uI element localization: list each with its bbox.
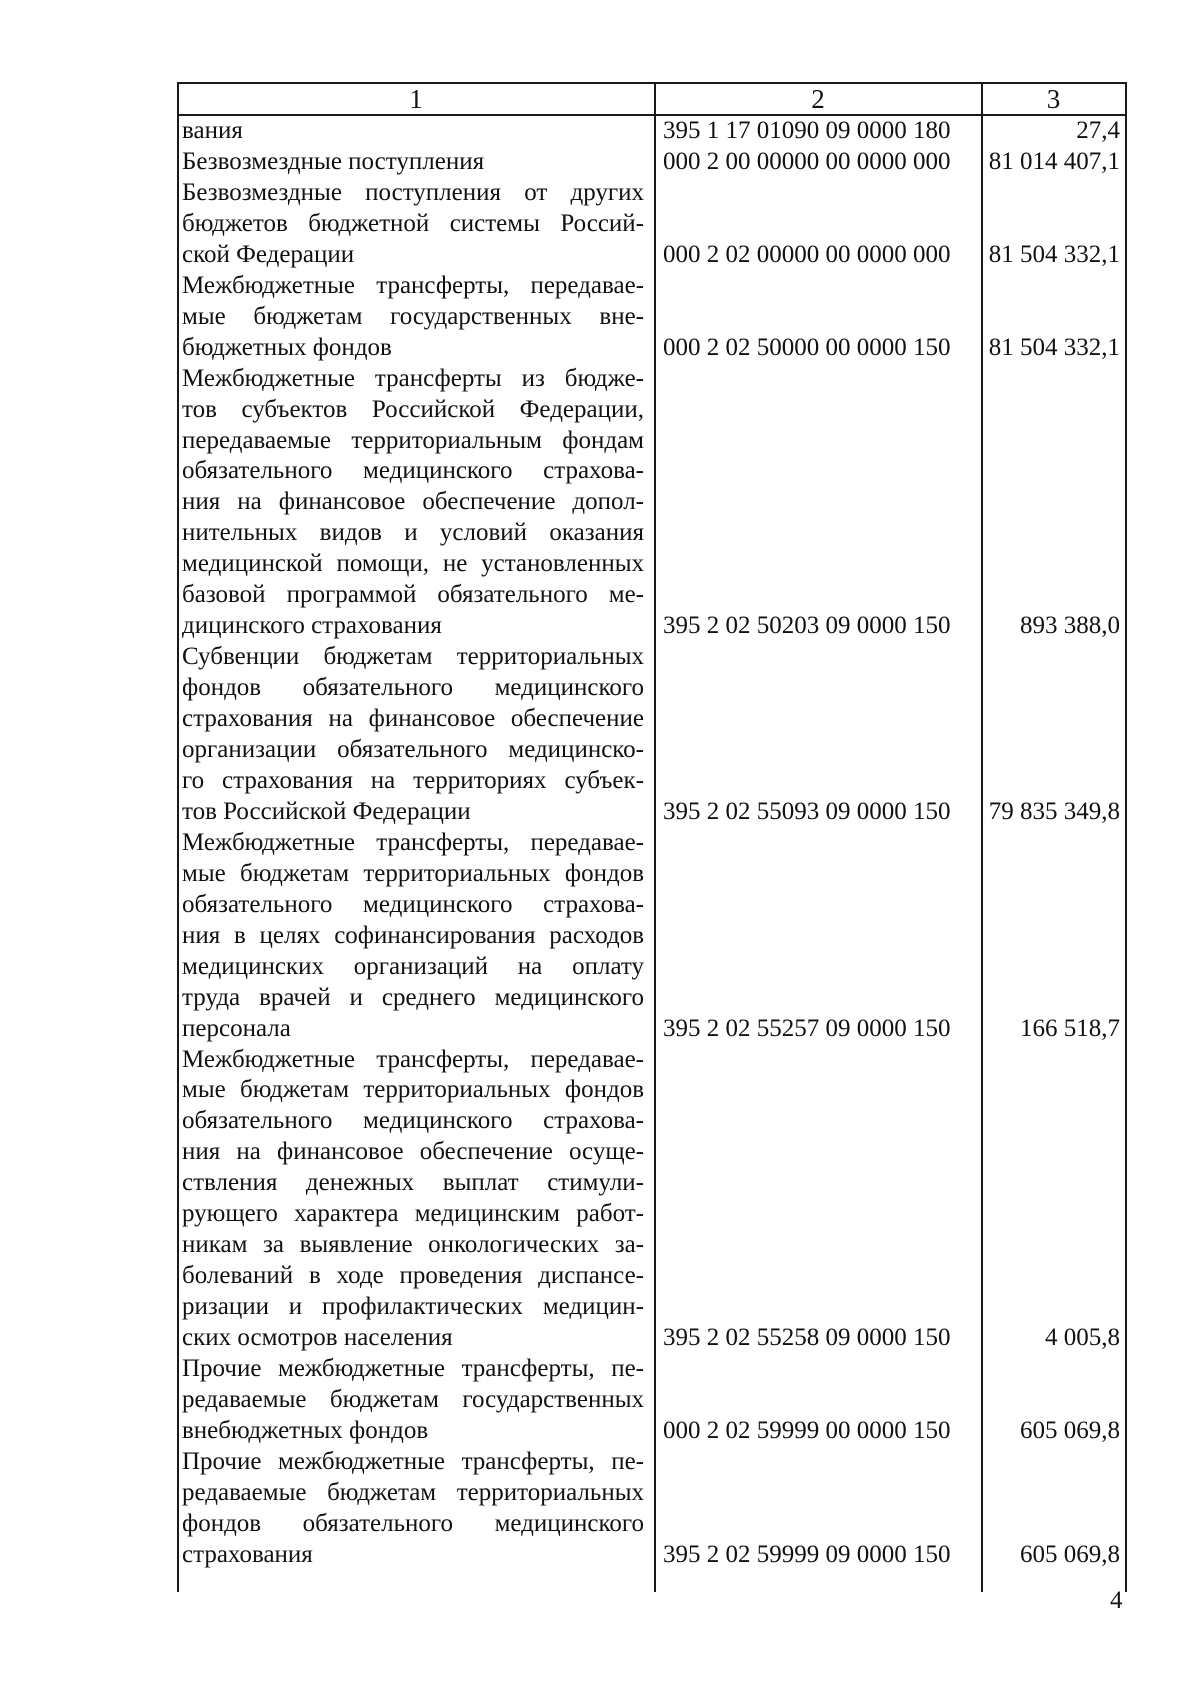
row-budget-code: 395 2 02 55258 09 0000 150 <box>663 1324 951 1352</box>
row-budget-code: 000 2 00 00000 00 0000 000 <box>663 147 951 175</box>
row-description-line: передаваемые территориальным фондам <box>182 426 644 454</box>
row-description-line: ния на финансовое обеспечение допол- <box>182 488 644 516</box>
row-description-line: ствления денежных выплат стимули- <box>182 1169 644 1197</box>
row-amount: 605 069,8 <box>1020 1416 1120 1444</box>
row-description-line: медицинской помощи, не установленных <box>182 550 644 578</box>
row-description-line: мые бюджетам территориальных фондов <box>182 1076 644 1104</box>
row-description-line: ской Федерации <box>182 240 355 268</box>
row-description-line: вания <box>182 117 243 144</box>
row-budget-code: 000 2 02 00000 00 0000 000 <box>663 240 951 268</box>
row-amount: 81 504 332,1 <box>988 240 1120 268</box>
row-description-line: фондов обязательного медицинского <box>182 1509 644 1537</box>
column-header-2: 2 <box>811 84 825 114</box>
row-description-line: ризации и профилактических медицин- <box>182 1293 644 1321</box>
row-description-line: ния на финансовое обеспечение осуще- <box>182 1138 644 1166</box>
row-amount: 893 388,0 <box>1020 612 1120 640</box>
row-description-line: Безвозмездные поступления <box>182 147 485 175</box>
row-budget-code: 000 2 02 59999 00 0000 150 <box>663 1416 951 1444</box>
row-description-line: редаваемые бюджетам государственных <box>182 1385 644 1413</box>
row-budget-code: 395 2 02 59999 09 0000 150 <box>663 1540 951 1568</box>
row-amount: 4 005,8 <box>1045 1324 1120 1352</box>
row-description-line: го страхования на территориях субъек- <box>182 766 644 794</box>
row-amount: 81 504 332,1 <box>988 333 1120 361</box>
row-amount: 27,4 <box>1076 117 1120 144</box>
row-description-line: Межбюджетные трансферты, передавае- <box>182 828 644 856</box>
row-budget-code: 395 2 02 55257 09 0000 150 <box>663 1014 951 1042</box>
column-header-3: 3 <box>1046 84 1061 114</box>
row-description-line: Прочие межбюджетные трансферты, пе- <box>182 1355 644 1382</box>
row-description-line: обязательного медицинского страхова- <box>182 1107 644 1135</box>
row-description-line: организации обязательного медицинско- <box>182 736 644 763</box>
row-description-line: Субвенции бюджетам территориальных <box>182 643 644 671</box>
row-budget-code: 395 2 02 55093 09 0000 150 <box>663 797 951 825</box>
row-amount: 81 014 407,1 <box>988 147 1120 175</box>
row-budget-code: 395 2 02 50203 09 0000 150 <box>663 612 951 640</box>
row-description-line: фондов обязательного медицинского <box>182 674 644 702</box>
row-description-line: медицинских организаций на оплату <box>182 952 644 980</box>
row-description-line: персонала <box>182 1014 291 1042</box>
row-description-line: никам за выявление онкологических за- <box>182 1231 644 1259</box>
row-description-line: болеваний в ходе проведения диспансе- <box>182 1262 644 1290</box>
row-amount: 166 518,7 <box>1020 1014 1120 1042</box>
row-description-line: тов Российской Федерации <box>182 797 471 825</box>
column-divider-2 <box>981 82 983 1592</box>
column-divider-1 <box>654 82 656 1592</box>
row-description-line: Межбюджетные трансферты, передавае- <box>182 271 644 299</box>
row-budget-code: 395 1 17 01090 09 0000 180 <box>663 117 951 144</box>
row-description-line: страхования на финансовое обеспечение <box>182 705 644 733</box>
row-description-line: ских осмотров населения <box>182 1324 453 1352</box>
page-number: 4 <box>1110 1587 1123 1614</box>
row-description-line: ния в целях софинансирования расходов <box>182 921 644 949</box>
row-description-line: нительных видов и условий оказания <box>182 519 644 547</box>
row-budget-code: 000 2 02 50000 00 0000 150 <box>663 333 951 361</box>
row-description-line: обязательного медицинского страхова- <box>182 457 644 485</box>
table-right-border <box>1125 82 1127 1592</box>
row-description-line: бюджетов бюджетной системы Россий- <box>182 209 644 237</box>
row-description-line: труда врачей и среднего медицинского <box>182 983 644 1011</box>
row-description-line: обязательного медицинского страхова- <box>182 890 644 918</box>
column-header-1: 1 <box>409 84 423 114</box>
row-description-line: рующего характера медицинским работ- <box>182 1200 644 1228</box>
row-description-line: базовой программой обязательного ме- <box>182 581 644 609</box>
table-left-border <box>177 82 179 1592</box>
row-description-line: дицинского страхования <box>182 612 442 640</box>
row-description-line: Межбюджетные трансферты из бюдже- <box>182 364 644 392</box>
row-description-line: редаваемые бюджетам территориальных <box>182 1478 644 1506</box>
row-description-line: внебюджетных фондов <box>182 1416 429 1444</box>
row-description-line: Межбюджетные трансферты, передавае- <box>182 1045 644 1073</box>
row-description-line: бюджетных фондов <box>182 333 392 361</box>
row-description-line: мые бюджетам территориальных фондов <box>182 859 644 887</box>
row-description-line: тов субъектов Российской Федерации, <box>182 395 644 423</box>
row-amount: 79 835 349,8 <box>988 797 1120 825</box>
row-amount: 605 069,8 <box>1020 1540 1120 1568</box>
row-description-line: мые бюджетам государственных вне- <box>182 302 644 330</box>
row-description-line: Безвозмездные поступления от других <box>182 178 644 206</box>
row-description-line: страхования <box>182 1540 313 1568</box>
row-description-line: Прочие межбюджетные трансферты, пе- <box>182 1447 644 1475</box>
